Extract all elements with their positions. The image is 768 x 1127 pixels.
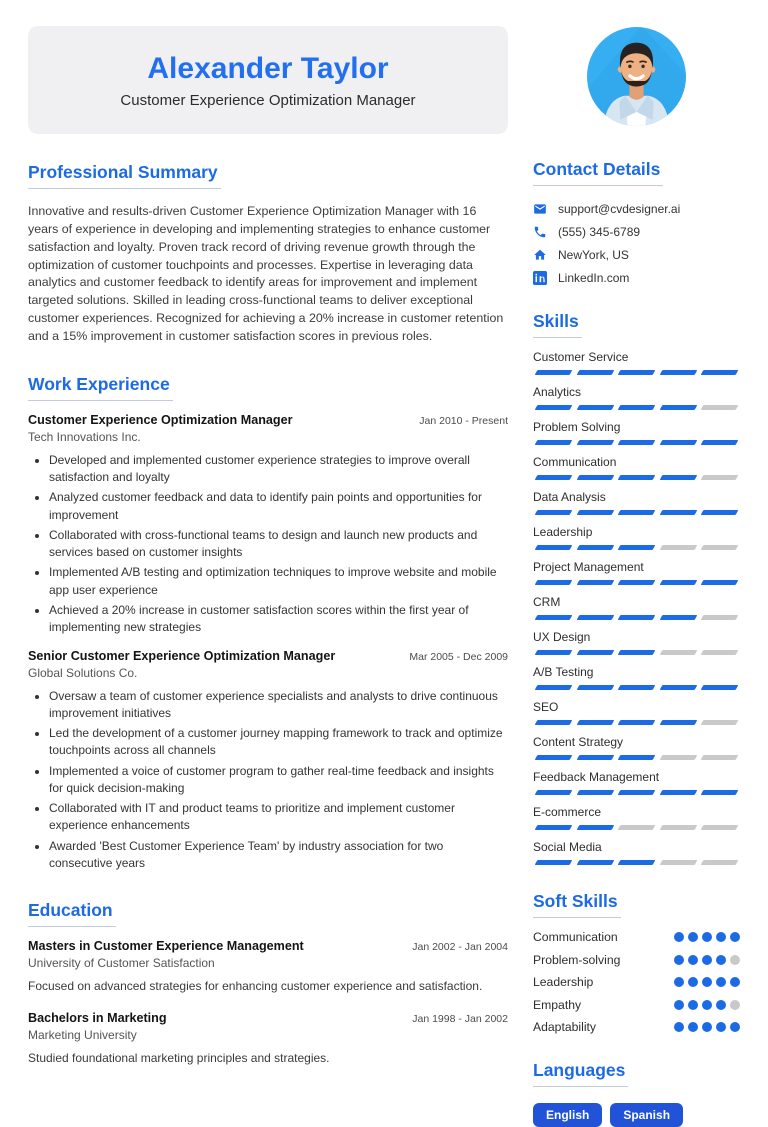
soft-skill-item <box>533 1020 740 1034</box>
skill-bar-segment <box>659 860 696 865</box>
skill-bar-segment <box>576 440 613 445</box>
soft-skill-dot <box>688 1022 698 1032</box>
soft-skill-dot <box>674 977 684 987</box>
skill-name: CRM <box>533 595 561 609</box>
section-soft-skills <box>533 891 740 1034</box>
skill-level-bar <box>533 755 740 760</box>
skill-bar-segment <box>618 405 655 410</box>
skill-bar-segment <box>535 720 572 725</box>
skill-bar-segment <box>659 440 696 445</box>
skill-level-bar <box>533 615 740 620</box>
skill-level-bar <box>533 545 740 550</box>
skill-level-bar <box>533 580 740 585</box>
soft-skill-name: Empathy <box>533 997 582 1012</box>
soft-skill-dot <box>688 1000 698 1010</box>
job-header <box>28 413 508 427</box>
section-languages <box>533 1060 740 1127</box>
soft-skill-dot <box>730 932 740 942</box>
phone-icon <box>533 225 547 239</box>
degree-description: Focused on advanced strategies for enhancing customer experience and satisfaction. <box>28 979 483 994</box>
skill-item <box>533 770 740 795</box>
education-heading: Education <box>28 900 116 927</box>
degree-date: Jan 1998 - Jan 2002 <box>412 1012 508 1025</box>
education-entry <box>28 1011 508 1067</box>
contact-text: (555) 345-6789 <box>558 225 641 239</box>
skill-bar-segment <box>576 790 613 795</box>
skill-name: Communication <box>533 455 617 469</box>
education-entry <box>28 939 508 995</box>
skill-item <box>533 630 740 655</box>
soft-skill-rating <box>674 977 740 987</box>
soft-skill-item <box>533 930 740 944</box>
profile-photo <box>586 26 687 127</box>
experience-entries <box>28 413 508 872</box>
skill-item <box>533 735 740 760</box>
section-professional-summary <box>28 162 508 346</box>
skill-bar-segment <box>701 545 738 550</box>
soft-skill-name: Leadership <box>533 975 594 989</box>
soft-skill-dot <box>674 1000 684 1010</box>
skill-bar-segment <box>618 860 655 865</box>
skill-bar-segment <box>618 440 655 445</box>
job-bullet: • Collaborated with cross-functional teams to design and launch new products and services based on customer insights <box>49 527 508 562</box>
soft-skill-dot <box>702 977 712 987</box>
skill-bar-segment <box>618 475 655 480</box>
skill-bar-segment <box>701 650 738 655</box>
skill-name: A/B Testing <box>533 665 594 679</box>
skill-bar-segment <box>618 615 655 620</box>
skill-bar-segment <box>701 405 738 410</box>
degree-description: Studied foundational marketing principles and strategies. <box>28 1050 330 1065</box>
skill-name: UX Design <box>533 630 591 644</box>
job-bullet: • Implemented a voice of customer program to gather real-time feedback and insights for quick decision-making <box>49 763 508 798</box>
skill-name: Analytics <box>533 385 582 399</box>
skill-level-bar <box>533 860 740 865</box>
skill-level-bar <box>533 825 740 830</box>
skill-item <box>533 420 740 445</box>
job-bullet: • Awarded 'Best Customer Experience Team' by industry association for two consecutive years <box>49 838 508 873</box>
skill-item <box>533 525 740 550</box>
skill-bar-segment <box>659 685 696 690</box>
skill-bar-segment <box>535 825 572 830</box>
section-work-experience <box>28 374 508 872</box>
header-card <box>28 26 508 134</box>
skill-bar-segment <box>659 545 696 550</box>
skill-name: Feedback Management <box>533 770 660 784</box>
skill-bar-segment <box>701 475 738 480</box>
language-badge: English <box>533 1103 602 1127</box>
skill-bar-segment <box>535 370 572 375</box>
linkedin-icon <box>533 271 547 285</box>
skill-bar-segment <box>535 440 572 445</box>
skill-item <box>533 455 740 480</box>
skill-bar-segment <box>576 755 613 760</box>
skill-bar-segment <box>618 580 655 585</box>
soft-skill-item <box>533 975 740 989</box>
skill-bar-segment <box>701 370 738 375</box>
soft-skill-dot <box>702 1000 712 1010</box>
skill-bar-segment <box>701 720 738 725</box>
main-column <box>28 26 508 1127</box>
skill-item <box>533 805 740 830</box>
skill-item <box>533 490 740 515</box>
profile-photo-wrap <box>533 26 740 127</box>
skill-bar-segment <box>576 860 613 865</box>
skill-bar-segment <box>659 510 696 515</box>
summary-text: Innovative and results-driven Customer Experience Optimization Manager with 16 years of experience in developing and implementing strategies to enhance customer satisfaction and loyalty. Proven track record of driving revenue growth through the optimization of customer touchpoints and processes. Expertise in leveraging data analytics and customer feedback to identify areas for improvement and implement targeted solutions. Skilled in leading cross-functional teams to deliver exceptional customer experiences. Recognized for achieving a 20% increase in customer retention and a 15% improvement in customer satisfaction scores in previous roles. <box>28 204 504 344</box>
soft-skill-dot <box>730 1022 740 1032</box>
soft-skill-dot <box>688 977 698 987</box>
soft-skill-dot <box>702 1022 712 1032</box>
skill-bar-segment <box>701 825 738 830</box>
job-bullet: • Implemented A/B testing and optimization techniques to improve website and mobile app user experience <box>49 564 508 599</box>
skill-bar-segment <box>701 790 738 795</box>
section-contact-details <box>533 159 740 285</box>
skill-bar-segment <box>576 475 613 480</box>
skill-name: Content Strategy <box>533 735 624 749</box>
contact-text: support@cvdesigner.ai <box>558 202 681 216</box>
job-bullets <box>28 688 508 873</box>
skill-level-bar <box>533 790 740 795</box>
skill-bar-segment <box>576 825 613 830</box>
skill-bar-segment <box>659 825 696 830</box>
skill-name: Project Management <box>533 560 644 574</box>
skill-name: Customer Service <box>533 350 629 364</box>
skill-bar-segment <box>659 615 696 620</box>
experience-entry <box>28 649 508 873</box>
soft-skill-dot <box>716 1022 726 1032</box>
soft-skill-rating <box>674 1022 740 1032</box>
skill-bar-segment <box>535 860 572 865</box>
skill-bar-segment <box>576 545 613 550</box>
soft-skill-dot <box>730 955 740 965</box>
skill-bar-segment <box>701 580 738 585</box>
contact-text: NewYork, US <box>558 248 629 262</box>
degree-school: University of Customer Satisfaction <box>28 956 215 971</box>
skill-name: Data Analysis <box>533 490 606 504</box>
skill-bar-segment <box>618 720 655 725</box>
contact-heading: Contact Details <box>533 159 663 186</box>
soft-skill-dot <box>716 932 726 942</box>
degree-title: Masters in Customer Experience Management <box>28 939 304 954</box>
skill-bar-segment <box>576 510 613 515</box>
skill-bar-segment <box>576 720 613 725</box>
skill-bar-segment <box>535 650 572 655</box>
job-bullet: • Developed and implemented customer experience strategies to improve overall satisfaction and loyalty <box>49 452 508 487</box>
degree-header <box>28 1011 508 1025</box>
job-date: Mar 2005 - Dec 2009 <box>409 650 508 663</box>
contact-item-phone <box>533 225 740 239</box>
skill-bar-segment <box>535 685 572 690</box>
skill-item <box>533 595 740 620</box>
education-entries <box>28 939 508 1067</box>
skill-bar-segment <box>701 755 738 760</box>
soft-skill-dot <box>730 1000 740 1010</box>
skill-bar-segment <box>659 475 696 480</box>
job-title: Customer Experience Optimization Manager <box>28 412 293 427</box>
soft-skill-dot <box>716 955 726 965</box>
skill-bar-segment <box>618 755 655 760</box>
soft-skill-dot <box>674 955 684 965</box>
soft-skill-name: Problem-solving <box>533 952 621 967</box>
job-bullet: • Led the development of a customer journey mapping framework to track and optimize touchpoints across all channels <box>49 725 508 760</box>
skill-bar-segment <box>576 370 613 375</box>
summary-heading: Professional Summary <box>28 162 221 189</box>
email-icon <box>533 202 547 216</box>
skill-bar-segment <box>659 650 696 655</box>
skill-level-bar <box>533 720 740 725</box>
contact-item-email[interactable] <box>533 202 740 216</box>
contact-text: LinkedIn.com <box>558 271 630 285</box>
soft-skill-rating <box>674 1000 740 1010</box>
skill-bar-segment <box>701 685 738 690</box>
skill-bar-segment <box>659 370 696 375</box>
skill-bar-segment <box>618 650 655 655</box>
job-bullets <box>28 452 508 637</box>
degree-date: Jan 2002 - Jan 2004 <box>412 941 508 954</box>
skill-bar-segment <box>535 405 572 410</box>
skill-bar-segment <box>618 370 655 375</box>
skill-bar-segment <box>701 510 738 515</box>
skill-name: Leadership <box>533 525 593 539</box>
skill-level-bar <box>533 650 740 655</box>
soft-skill-dot <box>674 932 684 942</box>
soft-skill-rating <box>674 932 740 942</box>
skill-bar-segment <box>659 790 696 795</box>
job-bullet: • Achieved a 20% increase in customer satisfaction scores within the first year of implementing new strategies <box>49 602 508 637</box>
section-skills <box>533 311 740 865</box>
skill-bar-segment <box>535 545 572 550</box>
skill-level-bar <box>533 475 740 480</box>
skill-bar-segment <box>535 790 572 795</box>
skill-bar-segment <box>701 440 738 445</box>
skill-bar-segment <box>618 510 655 515</box>
skill-bar-segment <box>659 405 696 410</box>
candidate-title: Customer Experience Optimization Manager <box>120 91 416 109</box>
experience-entry <box>28 413 508 637</box>
skill-level-bar <box>533 440 740 445</box>
skill-item <box>533 665 740 690</box>
skill-bar-segment <box>576 405 613 410</box>
skill-bar-segment <box>618 685 655 690</box>
soft-skill-dot <box>702 932 712 942</box>
section-education <box>28 900 508 1067</box>
skill-bar-segment <box>576 685 613 690</box>
languages-heading: Languages <box>533 1060 628 1087</box>
skill-name: E-commerce <box>533 805 602 819</box>
soft-skills-list <box>533 930 740 1034</box>
skill-bar-segment <box>535 510 572 515</box>
skill-bar-segment <box>576 615 613 620</box>
language-badge: Spanish <box>610 1103 683 1127</box>
skill-level-bar <box>533 510 740 515</box>
skill-bar-segment <box>659 720 696 725</box>
home-icon <box>533 248 547 262</box>
soft-skill-rating <box>674 955 740 965</box>
skill-bar-segment <box>701 860 738 865</box>
degree-school: Marketing University <box>28 1027 137 1042</box>
skill-bar-segment <box>576 650 613 655</box>
job-date: Jan 2010 - Present <box>419 414 508 427</box>
skill-item <box>533 350 740 375</box>
job-title: Senior Customer Experience Optimization Manager <box>28 648 336 663</box>
job-bullet: • Collaborated with IT and product teams to prioritize and implement customer experience enhancements <box>49 800 508 835</box>
soft-skill-item <box>533 953 740 967</box>
skill-bar-segment <box>618 545 655 550</box>
skills-heading: Skills <box>533 311 582 338</box>
soft-skills-heading: Soft Skills <box>533 891 621 918</box>
job-bullet: • Oversaw a team of customer experience specialists and analysts to drive continuous improvement initiatives <box>49 688 508 723</box>
soft-skill-dot <box>674 1022 684 1032</box>
skill-bar-segment <box>659 580 696 585</box>
skill-item <box>533 385 740 410</box>
skill-bar-segment <box>659 755 696 760</box>
soft-skill-name: Adaptability <box>533 1020 597 1034</box>
job-company: Tech Innovations Inc. <box>28 429 141 444</box>
job-company: Global Solutions Co. <box>28 665 138 680</box>
soft-skill-dot <box>688 932 698 942</box>
languages-badges <box>533 1103 740 1127</box>
contact-list <box>533 202 740 285</box>
skill-name: Problem Solving <box>533 420 621 434</box>
contact-item-home <box>533 248 740 262</box>
skill-bar-segment <box>535 755 572 760</box>
soft-skill-dot <box>716 1000 726 1010</box>
skill-bar-segment <box>618 790 655 795</box>
degree-header <box>28 939 508 953</box>
skill-bar-segment <box>701 615 738 620</box>
skill-bar-segment <box>535 580 572 585</box>
sidebar-column <box>533 26 740 1127</box>
contact-item-linkedin[interactable] <box>533 271 740 285</box>
soft-skill-name: Communication <box>533 930 618 944</box>
candidate-name: Alexander Taylor <box>147 51 389 85</box>
skill-item <box>533 560 740 585</box>
soft-skill-dot <box>702 955 712 965</box>
skill-level-bar <box>533 370 740 375</box>
skills-list <box>533 350 740 865</box>
skill-name: SEO <box>533 700 559 714</box>
soft-skill-dot <box>716 977 726 987</box>
skill-level-bar <box>533 405 740 410</box>
soft-skill-dot <box>730 977 740 987</box>
soft-skill-item <box>533 998 740 1012</box>
skill-name: Social Media <box>533 840 602 854</box>
skill-bar-segment <box>535 475 572 480</box>
job-bullet: • Analyzed customer feedback and data to identify pain points and opportunities for improvement <box>49 489 508 524</box>
skill-item <box>533 840 740 865</box>
soft-skill-dot <box>688 955 698 965</box>
job-header <box>28 649 508 663</box>
skill-item <box>533 700 740 725</box>
skill-bar-segment <box>576 580 613 585</box>
experience-heading: Work Experience <box>28 374 173 401</box>
skill-bar-segment <box>618 825 655 830</box>
degree-title: Bachelors in Marketing <box>28 1010 167 1025</box>
skill-bar-segment <box>535 615 572 620</box>
skill-level-bar <box>533 685 740 690</box>
